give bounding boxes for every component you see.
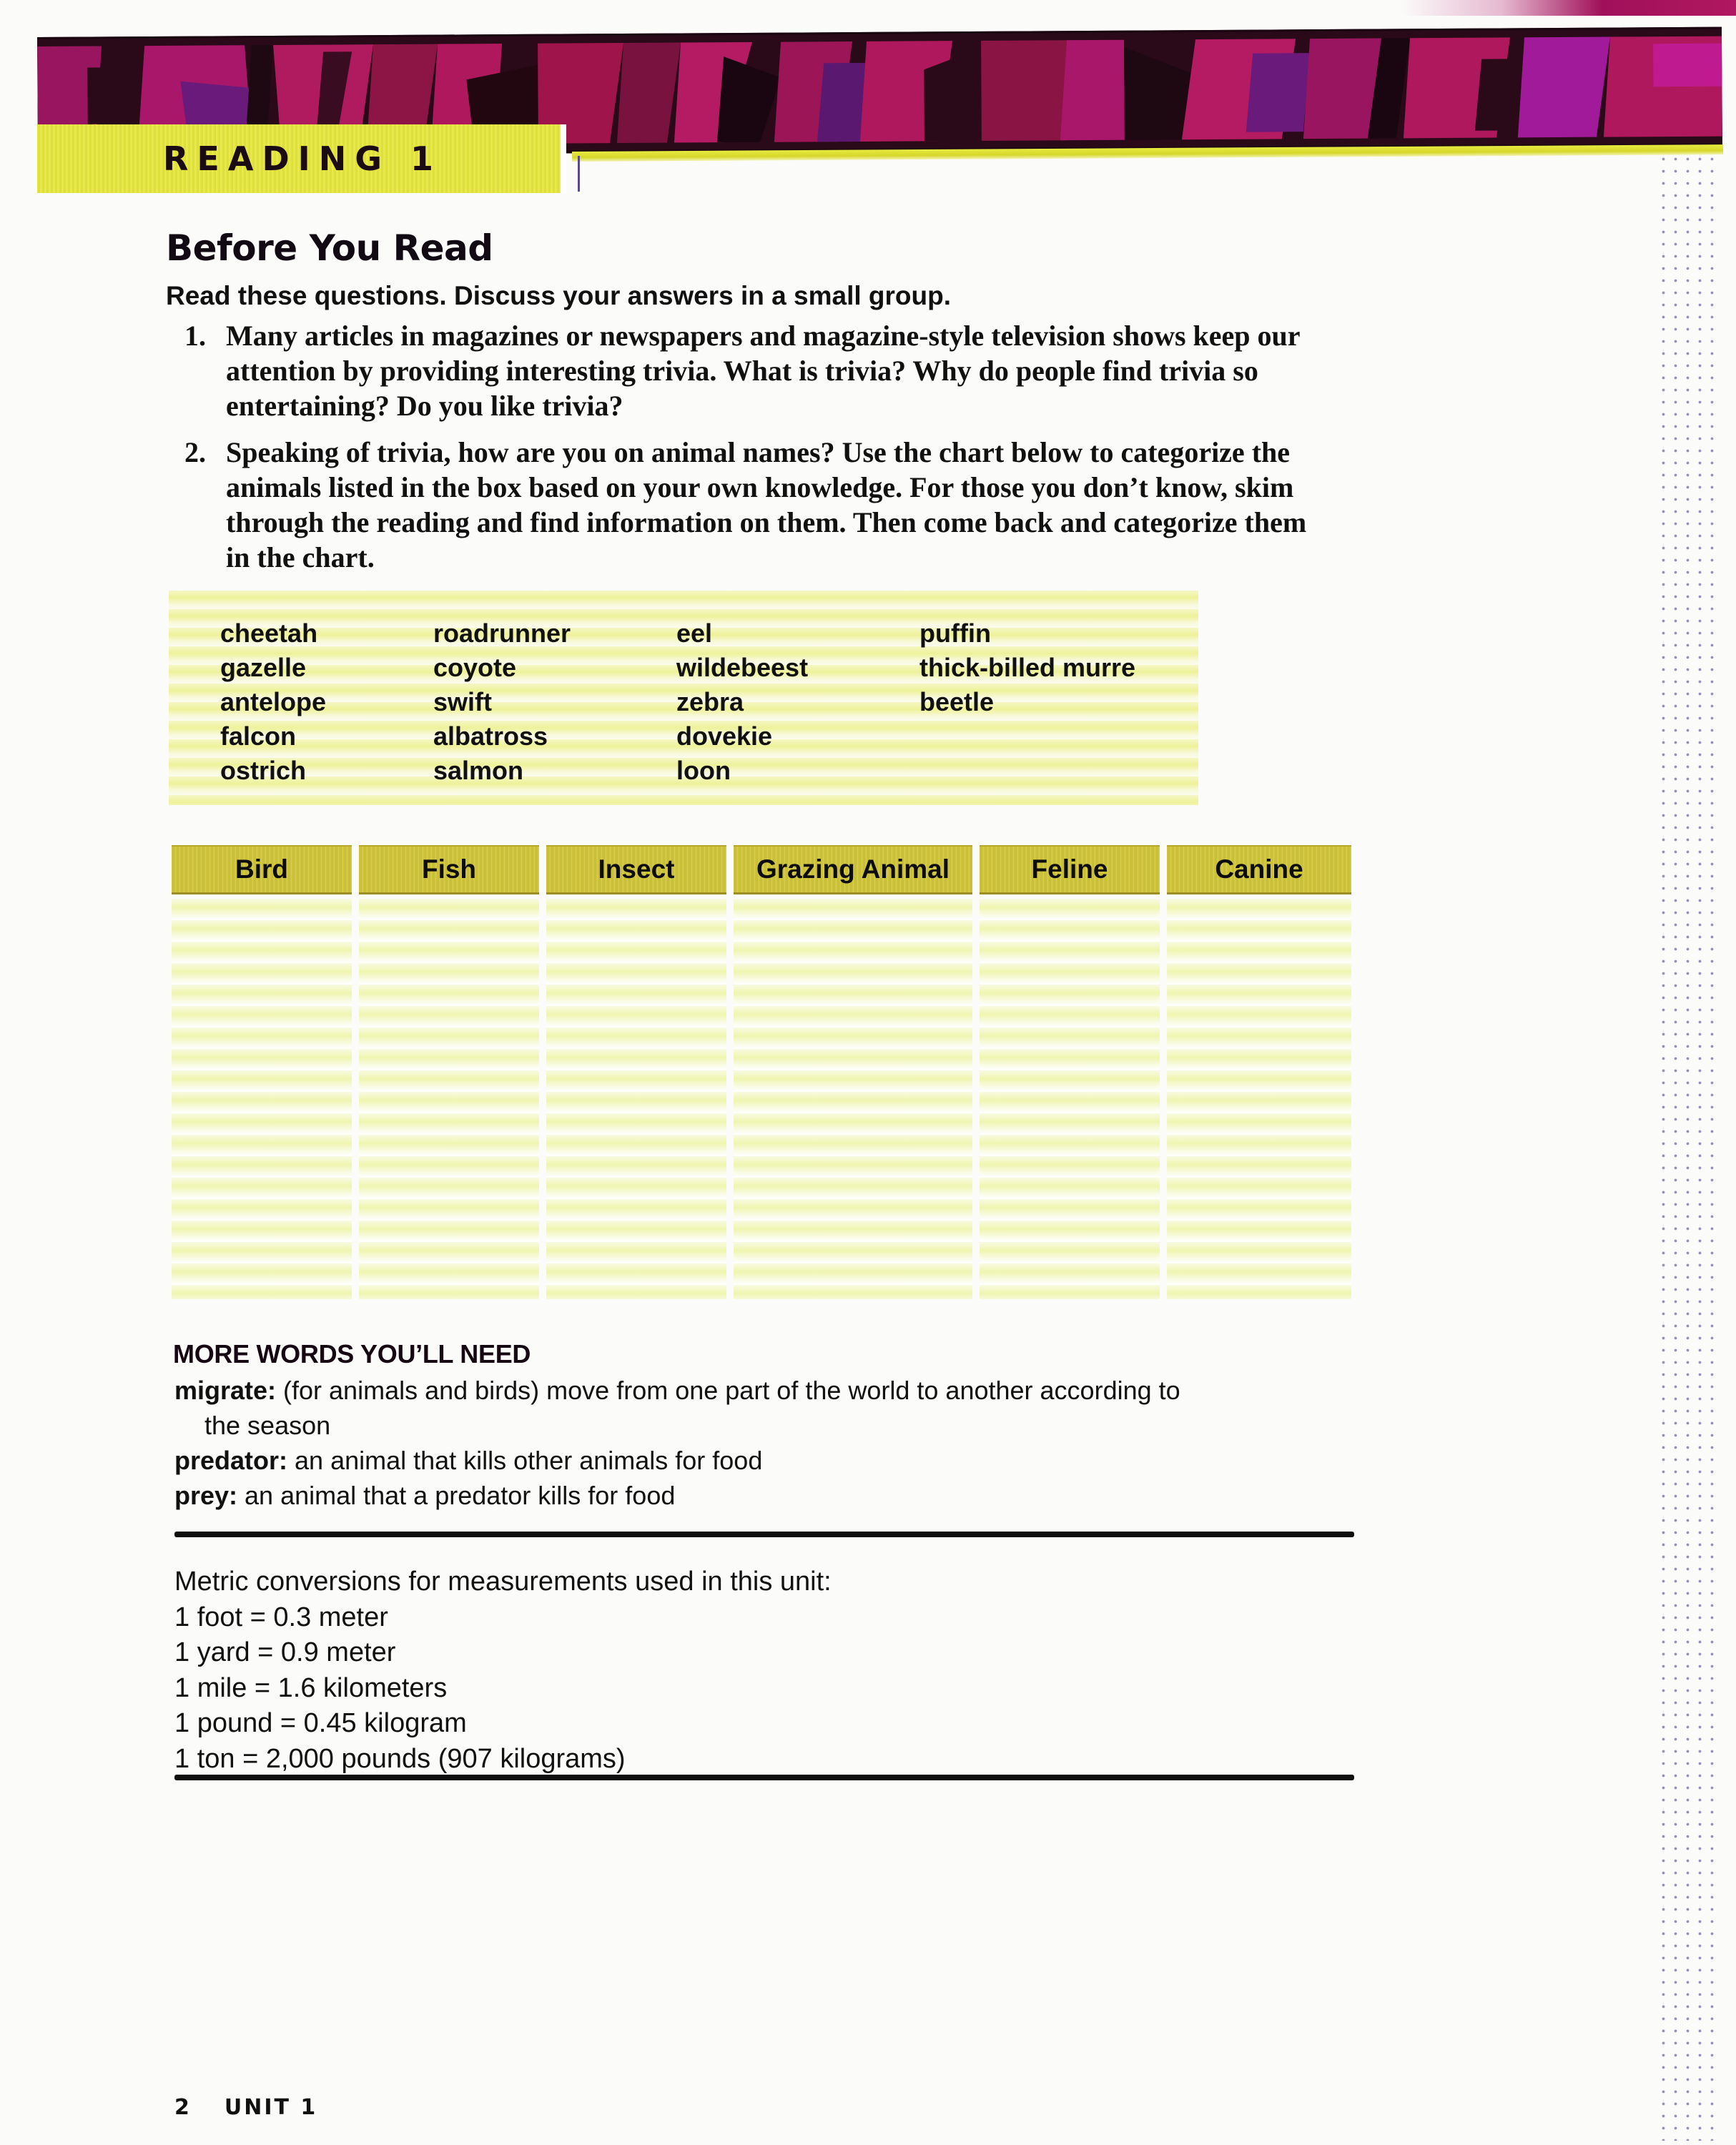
divider-rule — [174, 1532, 1354, 1537]
question-text: Speaking of trivia, how are you on animal names? Use the chart below to categorize the animals listed in the box based on your own knowledge. For those you don’t know, skim through the reading and find information on them. Then come back and categorize them in the chart. — [226, 436, 1307, 573]
definition-term: prey: — [174, 1481, 238, 1510]
animal-word: dovekie — [676, 721, 773, 751]
animal-word: ostrich — [220, 756, 307, 785]
column-header: Fish — [359, 845, 539, 894]
page-number: 2 — [174, 2095, 192, 2120]
column-header: Grazing Animal — [734, 845, 972, 894]
animal-word: zebra — [676, 687, 744, 716]
definition-item — [174, 1373, 1290, 1443]
animal-word: swift — [433, 687, 493, 716]
animal-word: eel — [676, 618, 713, 648]
chart-column-insect — [546, 845, 726, 1300]
page-edge-decoration — [1401, 0, 1736, 16]
more-words-heading: MORE WORDS YOU’LL NEED — [173, 1339, 531, 1369]
definition-item — [174, 1443, 1290, 1478]
column-header: Insect — [546, 845, 726, 894]
question-item — [184, 318, 1328, 423]
conversion-line: 1 mile = 1.6 kilometers — [174, 1672, 448, 1703]
question-list — [184, 318, 1328, 575]
divider-rule — [174, 1775, 1354, 1780]
chart-column-fish — [359, 845, 539, 1300]
question-item — [184, 435, 1328, 575]
animal-word: falcon — [220, 721, 297, 751]
chart-column-canine — [1167, 845, 1351, 1300]
question-number: 2. — [184, 436, 206, 468]
chart-column-bird — [172, 845, 352, 1300]
chart-column-feline — [980, 845, 1160, 1300]
definition-text: (for animals and birds) move from one part of the world to another according to — [276, 1376, 1180, 1405]
animal-word: wildebeest — [676, 653, 809, 682]
conversion-line: 1 foot = 0.3 meter — [174, 1602, 388, 1632]
word-column — [220, 616, 326, 788]
definition-text: an animal that a predator kills for food — [237, 1481, 676, 1510]
metric-title: Metric conversions for measurements used in this unit: — [174, 1567, 832, 1597]
definition-list — [174, 1373, 1290, 1513]
animal-word: thick-billed murre — [919, 653, 1136, 682]
tab-divider — [578, 156, 580, 192]
answer-area[interactable] — [546, 899, 726, 1299]
conversion-line: 1 ton = 2,000 pounds (907 kilograms) — [174, 1743, 626, 1774]
animal-word: loon — [676, 756, 731, 785]
chart-column-grazing-animal — [734, 845, 972, 1300]
answer-area[interactable] — [172, 899, 352, 1299]
definition-continuation: the season — [204, 1411, 331, 1440]
section-heading: Before You Read — [166, 227, 493, 269]
word-column — [919, 616, 1135, 719]
instruction-text: Read these questions. Discuss your answers in a small group. — [166, 281, 952, 310]
metric-conversions — [174, 1564, 832, 1777]
section-tab — [37, 124, 566, 193]
word-column — [676, 616, 808, 788]
column-header: Bird — [172, 845, 352, 894]
animal-word: albatross — [433, 721, 548, 751]
conversion-line: 1 yard = 0.9 meter — [174, 1637, 396, 1667]
animal-word: cheetah — [220, 618, 318, 648]
animal-word-box — [169, 591, 1198, 805]
answer-area[interactable] — [1167, 899, 1351, 1299]
column-header: Feline — [980, 845, 1160, 894]
animal-word: puffin — [919, 618, 991, 648]
section-label: READING 1 — [163, 139, 443, 178]
animal-word: roadrunner — [433, 618, 571, 648]
definition-term: predator: — [174, 1446, 288, 1475]
animal-word: gazelle — [220, 653, 307, 682]
answer-area[interactable] — [359, 899, 539, 1299]
animal-word: beetle — [919, 687, 995, 716]
conversion-line: 1 pound = 0.45 kilogram — [174, 1708, 467, 1738]
definition-term: migrate: — [174, 1376, 277, 1405]
page-footer — [174, 2095, 317, 2120]
answer-area[interactable] — [734, 899, 972, 1299]
animal-word: coyote — [433, 653, 517, 682]
category-chart — [172, 845, 1351, 1300]
column-header: Canine — [1167, 845, 1351, 894]
question-number: 1. — [184, 320, 206, 352]
definition-item — [174, 1478, 1290, 1513]
dotted-margin-pattern — [1657, 153, 1722, 2141]
animal-word: antelope — [220, 687, 327, 716]
question-text: Many articles in magazines or newspapers and magazine-style television shows keep our attention by providing interesting trivia. What is trivia? Why do people find trivia so entertaining? Do you like trivia? — [226, 320, 1300, 422]
animal-word: salmon — [433, 756, 524, 785]
answer-area[interactable] — [980, 899, 1160, 1299]
unit-label: UNIT 1 — [224, 2095, 318, 2120]
word-column — [433, 616, 571, 788]
definition-text: an animal that kills other animals for food — [287, 1446, 763, 1475]
